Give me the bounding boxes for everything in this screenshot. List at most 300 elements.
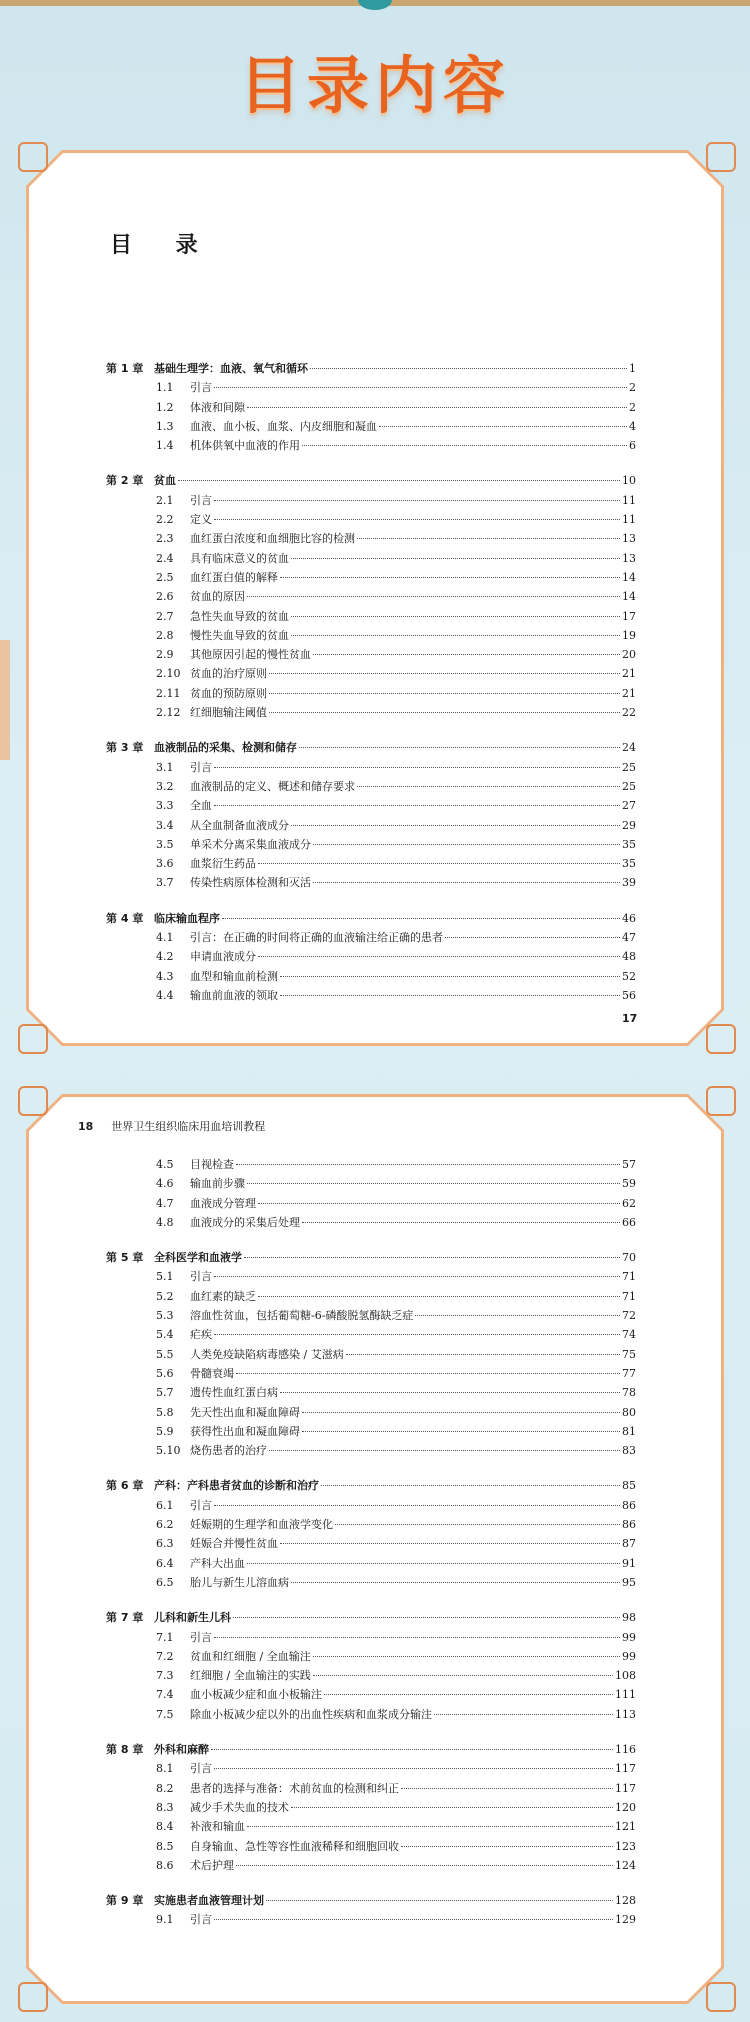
entry-page: 72 (622, 1309, 636, 1323)
entry-title: 引言 (190, 1913, 212, 1927)
entry-number: 第 5 章 (106, 1251, 144, 1265)
toc-chapter-entry (106, 739, 636, 758)
entry-number: 9.1 (156, 1913, 174, 1927)
entry-number: 2.8 (156, 628, 174, 642)
entry-title: 红细胞 / 全血输注的实践 (190, 1669, 311, 1683)
toc-spacer (106, 456, 636, 472)
entry-page: 14 (622, 590, 636, 604)
toc-section-entry (106, 379, 636, 398)
entry-page: 27 (622, 799, 636, 813)
dot-leader (258, 1203, 620, 1204)
toc-section-entry (106, 646, 636, 665)
toc-section-entry (106, 1799, 636, 1818)
dot-leader (236, 1373, 620, 1374)
toc-section-entry (106, 588, 636, 607)
toc-page-18 (106, 1156, 636, 1931)
entry-number: 5.5 (156, 1347, 174, 1361)
entry-title: 补液和输血 (190, 1820, 245, 1834)
dot-leader (313, 1675, 613, 1676)
entry-title: 骨髓衰竭 (190, 1366, 234, 1380)
entry-page: 95 (622, 1575, 636, 1589)
entry-title: 输血前血液的领取 (190, 988, 278, 1002)
banner-title: 目录内容 (238, 49, 511, 122)
toc-spacer (106, 1593, 636, 1609)
entry-page: 66 (622, 1215, 636, 1229)
entry-title: 具有临床意义的贫血 (190, 551, 289, 565)
corner-ornament (706, 1982, 736, 2012)
entry-page: 39 (622, 876, 636, 890)
dot-leader (178, 480, 620, 481)
dot-leader (214, 1768, 613, 1769)
dot-leader (214, 805, 620, 806)
entry-page: 129 (615, 1913, 636, 1927)
toc-chapter-entry (106, 910, 636, 929)
entry-number: 5.6 (156, 1366, 174, 1380)
entry-title: 临床输血程序 (154, 911, 220, 925)
entry-title: 血红素的缺乏 (190, 1289, 256, 1303)
entry-number: 3.3 (156, 799, 174, 813)
toc-chapter-entry (106, 1892, 636, 1911)
entry-number: 4.7 (156, 1196, 174, 1210)
dot-leader (302, 1222, 620, 1223)
dot-leader (357, 538, 620, 539)
entry-title: 自身输血、急性等容性血液稀释和细胞回收 (190, 1839, 399, 1853)
toc-section-entry (106, 1195, 636, 1214)
toc-section-entry (106, 1497, 636, 1516)
entry-title: 获得性出血和凝血障碍 (190, 1424, 300, 1438)
entry-title: 烧伤患者的治疗 (190, 1444, 267, 1458)
entry-title: 全血 (190, 799, 212, 813)
entry-number: 第 9 章 (106, 1894, 144, 1908)
corner-ornament (18, 1024, 48, 1054)
dot-leader (291, 1582, 620, 1583)
dot-leader (214, 500, 620, 501)
entry-title: 单采术分离采集血液成分 (190, 837, 311, 851)
entry-page: 98 (622, 1611, 636, 1625)
entry-title: 儿科和新生儿科 (154, 1611, 231, 1625)
entry-number: 5.1 (156, 1270, 174, 1284)
entry-number: 8.4 (156, 1820, 174, 1834)
entry-title: 引言 (190, 1630, 212, 1644)
toc-section-entry (106, 929, 636, 948)
entry-title: 妊娠合并慢性贫血 (190, 1537, 278, 1551)
entry-title: 引言 (190, 760, 212, 774)
entry-number: 5.8 (156, 1405, 174, 1419)
toc-section-entry (106, 1346, 636, 1365)
entry-page: 22 (622, 706, 636, 720)
entry-page: 117 (615, 1762, 636, 1776)
dot-leader (313, 1656, 620, 1657)
toc-section-entry (106, 778, 636, 797)
toc-section-entry (106, 1365, 636, 1384)
dot-leader (233, 1617, 620, 1618)
entry-title: 引言：在正确的时间将正确的血液输注给正确的患者 (190, 931, 443, 945)
toc-section-entry (106, 987, 636, 1006)
entry-number: 4.2 (156, 950, 174, 964)
entry-number: 2.3 (156, 532, 174, 546)
toc-section-entry (106, 511, 636, 530)
toc-section-entry (106, 855, 636, 874)
entry-number: 4.3 (156, 969, 174, 983)
toc-section-entry (106, 1686, 636, 1705)
dot-leader (401, 1846, 613, 1847)
dot-leader (302, 1431, 620, 1432)
entry-number: 5.4 (156, 1328, 174, 1342)
entry-page: 2 (629, 400, 636, 414)
entry-page: 20 (622, 648, 636, 662)
entry-title: 遗传性血红蛋白病 (190, 1386, 278, 1400)
dot-leader (214, 1276, 620, 1277)
toc-section-entry (106, 608, 636, 627)
entry-page: 11 (622, 493, 636, 507)
toc-section-entry (106, 418, 636, 437)
entry-number: 6.3 (156, 1537, 174, 1551)
dot-leader (214, 519, 620, 520)
entry-title: 基础生理学：血液、氧气和循环 (154, 362, 308, 375)
entry-title: 患者的选择与准备：术前贫血的检测和纠正 (190, 1781, 399, 1795)
entry-number: 7.5 (156, 1707, 174, 1721)
entry-title: 全科医学和血液学 (154, 1251, 242, 1265)
dot-leader (313, 882, 620, 883)
toc-chapter-entry (106, 472, 636, 491)
entry-page: 74 (622, 1328, 636, 1342)
entry-page: 56 (622, 988, 636, 1002)
corner-ornament (706, 142, 736, 172)
toc-section-entry (106, 1648, 636, 1667)
toc-section-entry (106, 569, 636, 588)
toc-section-entry (106, 1268, 636, 1287)
dot-leader (434, 1714, 613, 1715)
toc-section-entry (106, 1516, 636, 1535)
page-title: 目 录 (110, 233, 216, 258)
toc-section-entry (106, 1629, 636, 1648)
entry-page: 59 (622, 1177, 636, 1191)
entry-title: 慢性失血导致的贫血 (190, 628, 289, 642)
dot-leader (299, 747, 620, 748)
dot-leader (415, 1315, 620, 1316)
entry-title: 引言 (190, 493, 212, 507)
dot-leader (346, 1354, 620, 1355)
entry-title: 传染性病原体检测和灭活 (190, 876, 311, 890)
entry-title: 外科和麻醉 (154, 1743, 209, 1757)
entry-title: 人类免疫缺陷病毒感染 / 艾滋病 (190, 1347, 344, 1361)
entry-number: 5.2 (156, 1289, 174, 1303)
entry-number: 7.2 (156, 1649, 174, 1663)
entry-page: 86 (622, 1498, 636, 1512)
dot-leader (214, 1637, 620, 1638)
entry-title: 引言 (190, 1762, 212, 1776)
entry-page: 24 (622, 741, 636, 755)
entry-title: 血型和输血前检测 (190, 969, 278, 983)
entry-page: 13 (622, 551, 636, 565)
toc-section-entry (106, 1214, 636, 1233)
entry-number: 6.1 (156, 1498, 174, 1512)
toc-spacer (106, 894, 636, 910)
side-decor-tab (0, 640, 10, 760)
entry-number: 6.2 (156, 1518, 174, 1532)
corner-ornament (18, 1982, 48, 2012)
toc-section-entry (106, 1911, 636, 1930)
dot-leader (291, 825, 620, 826)
entry-number: 8.2 (156, 1781, 174, 1795)
entry-number: 7.1 (156, 1630, 174, 1644)
entry-number: 7.4 (156, 1688, 174, 1702)
dot-leader (258, 863, 620, 864)
entry-title: 申请血液成分 (190, 950, 256, 964)
toc-spacer (106, 723, 636, 739)
entry-number: 4.5 (156, 1158, 174, 1171)
dot-leader (269, 693, 620, 694)
entry-number: 4.1 (156, 931, 174, 945)
dot-leader (258, 1296, 620, 1297)
dot-leader (247, 596, 620, 597)
dot-leader (302, 445, 627, 446)
entry-number: 2.12 (156, 706, 181, 720)
dot-leader (214, 1919, 613, 1920)
entry-number: 4.6 (156, 1177, 174, 1191)
entry-title: 实施患者血液管理计划 (154, 1894, 264, 1908)
toc-section-entry (106, 685, 636, 704)
dot-leader (214, 767, 620, 768)
entry-page: 25 (622, 760, 636, 774)
entry-page: 70 (622, 1251, 636, 1265)
entry-number: 8.5 (156, 1839, 174, 1853)
entry-page: 124 (615, 1858, 636, 1872)
entry-page: 121 (615, 1820, 636, 1834)
entry-page: 47 (622, 931, 636, 945)
entry-page: 99 (622, 1630, 636, 1644)
entry-number: 8.3 (156, 1800, 174, 1814)
entry-page: 111 (615, 1688, 636, 1702)
toc-section-entry (106, 399, 636, 418)
entry-title: 血液成分管理 (190, 1196, 256, 1210)
corner-ornament (18, 1086, 48, 1116)
toc-section-entry (106, 1760, 636, 1779)
entry-number: 5.3 (156, 1309, 174, 1323)
toc-section-entry (106, 1838, 636, 1857)
entry-number: 1.4 (156, 439, 174, 453)
dot-leader (211, 1749, 613, 1750)
entry-title: 除血小板减少症以外的出血性疾病和血浆成分输注 (190, 1707, 432, 1721)
entry-page: 86 (622, 1518, 636, 1532)
dot-leader (222, 918, 620, 919)
entry-number: 2.1 (156, 493, 174, 507)
toc-spacer (106, 1233, 636, 1249)
toc-section-entry (106, 968, 636, 987)
entry-page: 113 (615, 1707, 636, 1721)
entry-page: 117 (615, 1781, 636, 1795)
entry-number: 4.4 (156, 988, 174, 1002)
toc-section-entry (106, 874, 636, 893)
entry-title: 产科大出血 (190, 1556, 245, 1570)
toc-chapter-entry (106, 1249, 636, 1268)
entry-page: 87 (622, 1537, 636, 1551)
entry-number: 3.6 (156, 857, 174, 871)
toc-section-entry (106, 1326, 636, 1345)
entry-number: 2.11 (156, 686, 181, 700)
entry-number: 2.6 (156, 590, 174, 604)
entry-number: 2.2 (156, 513, 174, 527)
toc-section-entry (106, 836, 636, 855)
entry-page: 57 (622, 1158, 636, 1171)
entry-page: 46 (622, 911, 636, 925)
dot-leader (280, 1392, 620, 1393)
entry-page: 77 (622, 1366, 636, 1380)
running-header (78, 1118, 265, 1134)
dot-leader (291, 616, 620, 617)
entry-number: 6.5 (156, 1575, 174, 1589)
entry-title: 急性失血导致的贫血 (190, 609, 289, 623)
entry-number: 第 3 章 (106, 741, 144, 755)
entry-title: 其他原因引起的慢性贫血 (190, 648, 311, 662)
page-number: 18 (78, 1120, 94, 1133)
entry-title: 血液制品的采集、检测和储存 (154, 741, 297, 755)
entry-title: 血小板减少症和血小板输注 (190, 1688, 322, 1702)
entry-number: 2.9 (156, 648, 174, 662)
dot-leader (269, 1450, 620, 1451)
toc-section-entry (106, 1818, 636, 1837)
entry-number: 1.2 (156, 400, 174, 414)
top-decor-dot (358, 0, 392, 10)
toc-section-entry (106, 1442, 636, 1461)
dot-leader (291, 558, 620, 559)
toc-section-entry (106, 1156, 636, 1175)
dot-leader (357, 786, 620, 787)
page-number: 17 (622, 1012, 638, 1025)
entry-page: 35 (622, 857, 636, 871)
entry-page: 17 (622, 609, 636, 623)
entry-title: 先天性出血和凝血障碍 (190, 1405, 300, 1419)
dot-leader (280, 976, 620, 977)
toc-section-entry (106, 948, 636, 967)
entry-number: 3.5 (156, 837, 174, 851)
entry-number: 第 8 章 (106, 1743, 144, 1757)
toc-section-entry (106, 1667, 636, 1686)
entry-title: 妊娠期的生理学和血液学变化 (190, 1518, 333, 1532)
entry-title: 贫血的原因 (190, 590, 245, 604)
entry-number: 8.1 (156, 1762, 174, 1776)
entry-page: 35 (622, 837, 636, 851)
entry-page: 11 (622, 513, 636, 527)
entry-title: 从全血制备血液成分 (190, 818, 289, 832)
entry-number: 第 4 章 (106, 911, 144, 925)
dot-leader (302, 1412, 620, 1413)
toc-section-entry (106, 704, 636, 723)
toc-section-entry (106, 1423, 636, 1442)
entry-page: 4 (629, 419, 636, 433)
toc-section-entry (106, 492, 636, 511)
corner-ornament (706, 1086, 736, 1116)
entry-title: 术后护理 (190, 1858, 234, 1872)
entry-title: 体液和间隙 (190, 400, 245, 414)
book-title: 世界卫生组织临床用血培训教程 (111, 1120, 266, 1133)
entry-page: 52 (622, 969, 636, 983)
entry-title: 产科：产科患者贫血的诊断和治疗 (154, 1479, 319, 1493)
toc-chapter-entry (106, 1609, 636, 1628)
entry-title: 溶血性贫血，包括葡萄糖-6-磷酸脱氢酶缺乏症 (190, 1309, 414, 1323)
entry-page: 71 (622, 1289, 636, 1303)
entry-title: 引言 (190, 381, 212, 395)
entry-number: 3.2 (156, 779, 174, 793)
entry-title: 血红蛋白浓度和血细胞比容的检测 (190, 532, 355, 546)
toc-spacer (106, 1461, 636, 1477)
entry-page: 6 (629, 439, 636, 453)
dot-leader (244, 1257, 620, 1258)
dot-leader (321, 1485, 620, 1486)
entry-title: 输血前步骤 (190, 1177, 245, 1191)
dot-leader (313, 654, 620, 655)
toc-section-entry (106, 1555, 636, 1574)
toc-section-entry (106, 1535, 636, 1554)
dot-leader (236, 1164, 620, 1165)
entry-title: 定义 (190, 513, 212, 527)
entry-title: 红细胞输注阈值 (190, 706, 267, 720)
entry-page: 91 (622, 1556, 636, 1570)
entry-number: 1.1 (156, 381, 174, 395)
entry-title: 贫血和红细胞 / 全血输注 (190, 1649, 311, 1663)
entry-number: 2.7 (156, 609, 174, 623)
entry-number: 5.7 (156, 1386, 174, 1400)
entry-number: 3.1 (156, 760, 174, 774)
entry-page: 116 (615, 1743, 636, 1757)
entry-page: 1 (629, 362, 636, 375)
entry-number: 第 2 章 (106, 474, 144, 488)
entry-page: 19 (622, 628, 636, 642)
dot-leader (214, 1334, 620, 1335)
entry-page: 71 (622, 1270, 636, 1284)
entry-page: 21 (622, 686, 636, 700)
entry-page: 128 (615, 1894, 636, 1908)
dot-leader (269, 712, 620, 713)
toc-section-entry (106, 1384, 636, 1403)
corner-ornament (706, 1024, 736, 1054)
entry-number: 第 6 章 (106, 1479, 144, 1493)
entry-title: 血浆衍生药品 (190, 857, 256, 871)
entry-page: 78 (622, 1386, 636, 1400)
dot-leader (291, 1807, 613, 1808)
entry-title: 减少手术失血的技术 (190, 1800, 289, 1814)
entry-title: 血液、血小板、血浆、内皮细胞和凝血 (190, 419, 377, 433)
entry-title: 贫血的治疗原则 (190, 667, 267, 681)
entry-number: 5.10 (156, 1444, 181, 1458)
dot-leader (335, 1524, 620, 1525)
dot-leader (324, 1694, 613, 1695)
toc-chapter-entry (106, 1477, 636, 1496)
toc-section-entry (106, 1574, 636, 1593)
entry-number: 8.6 (156, 1858, 174, 1872)
toc-section-entry (106, 1857, 636, 1876)
toc-page-17 (106, 360, 636, 1006)
entry-page: 80 (622, 1405, 636, 1419)
dot-leader (291, 635, 620, 636)
entry-page: 75 (622, 1347, 636, 1361)
entry-page: 13 (622, 532, 636, 546)
toc-section-entry (106, 1175, 636, 1194)
toc-section-entry (106, 759, 636, 778)
toc-section-entry (106, 797, 636, 816)
entry-number: 6.4 (156, 1556, 174, 1570)
entry-number: 第 1 章 (106, 362, 144, 375)
dot-leader (269, 673, 620, 674)
entry-title: 疟疾 (190, 1328, 212, 1342)
entry-page: 10 (622, 474, 636, 488)
dot-leader (247, 1563, 620, 1564)
dot-leader (379, 426, 627, 427)
entry-title: 血液制品的定义、概述和储存要求 (190, 779, 355, 793)
entry-number: 4.8 (156, 1215, 174, 1229)
toc-section-entry (106, 665, 636, 684)
entry-page: 85 (622, 1479, 636, 1493)
